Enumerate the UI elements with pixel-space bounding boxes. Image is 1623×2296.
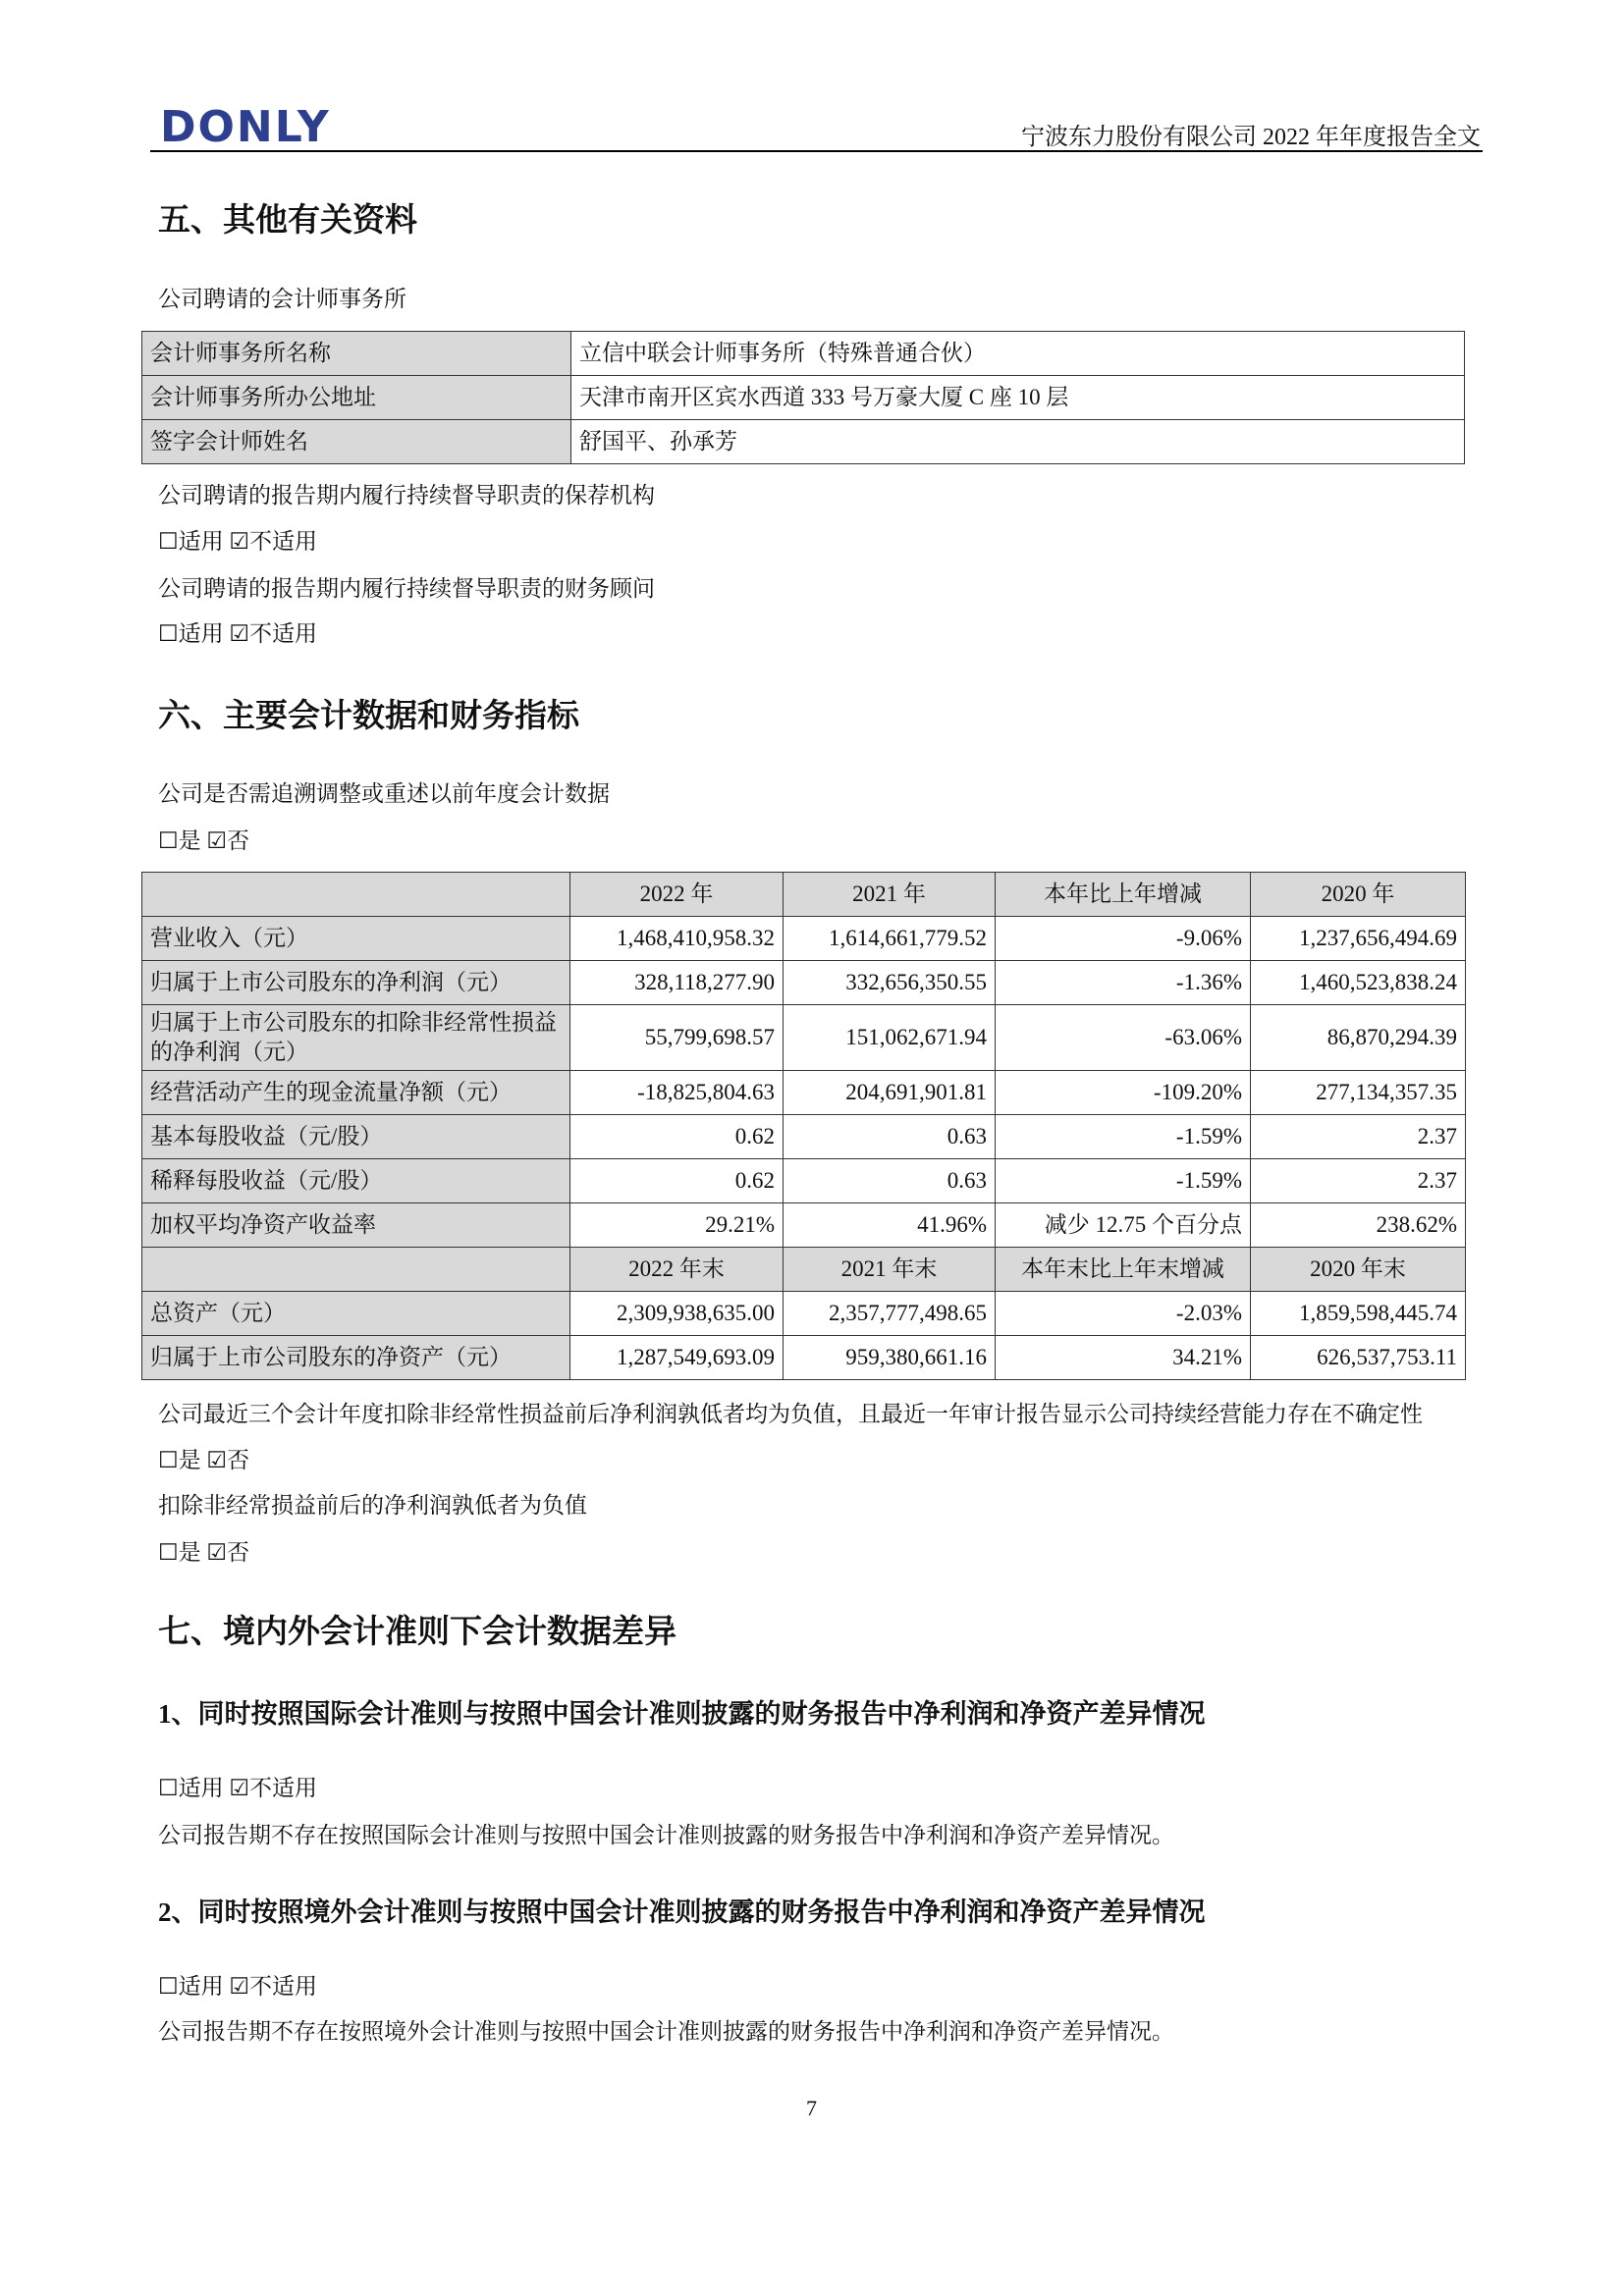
report-title: 宁波东力股份有限公司 2022 年年度报告全文 <box>1021 125 1481 150</box>
value-cell: 277,134,357.35 <box>1251 1071 1466 1115</box>
restate-question: 公司是否需追溯调整或重述以前年度会计数据 <box>158 781 610 806</box>
value-cell: -1.59% <box>996 1159 1251 1203</box>
header-cell: 本年末比上年末增减 <box>996 1248 1251 1292</box>
negative-profit-choice: ☐是 ☑否 <box>158 1540 249 1565</box>
header-cell: 2022 年末 <box>570 1248 784 1292</box>
section5-heading: 五、其他有关资料 <box>158 203 417 239</box>
cell-value: 立信中联会计师事务所（特殊普通合伙） <box>571 332 1465 376</box>
row-label: 经营活动产生的现金流量净额（元） <box>142 1071 570 1115</box>
table-row <box>142 961 1466 1005</box>
auditor-intro: 公司聘请的会计师事务所 <box>158 287 406 311</box>
company-logo: DONLY <box>160 102 331 152</box>
value-cell: 34.21% <box>996 1336 1251 1380</box>
value-cell: -18,825,804.63 <box>570 1071 784 1115</box>
value-cell: 1,287,549,693.09 <box>570 1336 784 1380</box>
going-concern-choice: ☐是 ☑否 <box>158 1448 249 1472</box>
value-cell: 959,380,661.16 <box>784 1336 996 1380</box>
page-number: 7 <box>806 2096 817 2120</box>
cell-label: 会计师事务所办公地址 <box>142 376 571 420</box>
header-cell: 2021 年 <box>784 873 996 917</box>
row-label: 基本每股收益（元/股） <box>142 1115 570 1159</box>
advisor-choice: ☐适用 ☑不适用 <box>158 621 317 646</box>
value-cell: -1.59% <box>996 1115 1251 1159</box>
section7-heading: 七、境内外会计准则下会计数据差异 <box>158 1615 676 1650</box>
negative-profit-question: 扣除非经常损益前后的净利润孰低者为负值 <box>158 1493 587 1518</box>
table-row <box>142 1159 1466 1203</box>
row-label: 加权平均净资产收益率 <box>142 1203 570 1248</box>
value-cell: 2,357,777,498.65 <box>784 1292 996 1336</box>
header-divider <box>150 150 1483 152</box>
value-cell: -9.06% <box>996 917 1251 961</box>
value-cell: 0.62 <box>570 1159 784 1203</box>
table-header-row <box>142 1248 1466 1292</box>
cell-value: 天津市南开区宾水西道 333 号万豪大厦 C 座 10 层 <box>571 376 1465 420</box>
header-cell <box>142 1248 570 1292</box>
value-cell: 0.62 <box>570 1115 784 1159</box>
row-label: 稀释每股收益（元/股） <box>142 1159 570 1203</box>
header-cell: 2020 年末 <box>1251 1248 1466 1292</box>
value-cell: 328,118,277.90 <box>570 961 784 1005</box>
value-cell: 1,237,656,494.69 <box>1251 917 1466 961</box>
going-concern-question: 公司最近三个会计年度扣除非经常性损益前后净利润孰低者均为负值，且最近一年审计报告显示公司持续经营能力存在不确定性 <box>158 1402 1423 1426</box>
sub2-text: 公司报告期不存在按照境外会计准则与按照中国会计准则披露的财务报告中净利润和净资产差异情况。 <box>158 2019 1174 2044</box>
value-cell: 2,309,938,635.00 <box>570 1292 784 1336</box>
table-row <box>142 1203 1466 1248</box>
value-cell: -1.36% <box>996 961 1251 1005</box>
row-label: 营业收入（元） <box>142 917 570 961</box>
table-row <box>142 420 1465 464</box>
cell-label: 会计师事务所名称 <box>142 332 571 376</box>
value-cell: 1,859,598,445.74 <box>1251 1292 1466 1336</box>
value-cell: -63.06% <box>996 1005 1251 1071</box>
value-cell: 1,614,661,779.52 <box>784 917 996 961</box>
value-cell: 55,799,698.57 <box>570 1005 784 1071</box>
sponsor-choice: ☐适用 ☑不适用 <box>158 529 317 554</box>
table-row <box>142 1005 1466 1071</box>
sub1-heading: 1、同时按照国际会计准则与按照中国会计准则披露的财务报告中净利润和净资产差异情况 <box>158 1699 1206 1729</box>
advisor-label: 公司聘请的报告期内履行持续督导职责的财务顾问 <box>158 576 655 601</box>
table-row <box>142 1115 1466 1159</box>
row-label: 总资产（元） <box>142 1292 570 1336</box>
value-cell: 626,537,753.11 <box>1251 1336 1466 1380</box>
lower-content <box>141 872 1516 2123</box>
value-cell: -2.03% <box>996 1292 1251 1336</box>
restate-choice: ☐是 ☑否 <box>158 828 249 853</box>
cell-value: 舒国平、孙承芳 <box>571 420 1465 464</box>
table-row <box>142 332 1465 376</box>
header-cell: 2021 年末 <box>784 1248 996 1292</box>
table-row <box>142 1292 1466 1336</box>
value-cell: 86,870,294.39 <box>1251 1005 1466 1071</box>
header-cell: 2020 年 <box>1251 873 1466 917</box>
sub1-text: 公司报告期不存在按照国际会计准则与按照中国会计准则披露的财务报告中净利润和净资产差异情况。 <box>158 1823 1174 1847</box>
value-cell: 0.63 <box>784 1159 996 1203</box>
financial-table <box>141 872 1466 1380</box>
table-row <box>142 1071 1466 1115</box>
sub2-choice: ☐适用 ☑不适用 <box>158 1974 317 1999</box>
value-cell: 151,062,671.94 <box>784 1005 996 1071</box>
value-cell: 204,691,901.81 <box>784 1071 996 1115</box>
header-cell: 本年比上年增减 <box>996 873 1251 917</box>
value-cell: 238.62% <box>1251 1203 1466 1248</box>
header-cell: 2022 年 <box>570 873 784 917</box>
table-row <box>142 1336 1466 1380</box>
header-cell <box>142 873 570 917</box>
spacer <box>141 2047 1516 2076</box>
auditor-table <box>141 331 1465 464</box>
value-cell: 减少 12.75 个百分点 <box>996 1203 1251 1248</box>
value-cell: 41.96% <box>784 1203 996 1248</box>
value-cell: 29.21% <box>570 1203 784 1248</box>
value-cell: 1,460,523,838.24 <box>1251 961 1466 1005</box>
value-cell: -109.20% <box>996 1071 1251 1115</box>
section6-heading: 六、主要会计数据和财务指标 <box>158 699 579 734</box>
sub1-choice: ☐适用 ☑不适用 <box>158 1776 317 1800</box>
cell-label: 签字会计师姓名 <box>142 420 571 464</box>
row-label: 归属于上市公司股东的扣除非经常性损益的净利润（元） <box>142 1005 570 1071</box>
row-label: 归属于上市公司股东的净利润（元） <box>142 961 570 1005</box>
table-row <box>142 917 1466 961</box>
value-cell: 2.37 <box>1251 1159 1466 1203</box>
value-cell: 0.63 <box>784 1115 996 1159</box>
sponsor-label: 公司聘请的报告期内履行持续督导职责的保荐机构 <box>158 483 655 507</box>
value-cell: 1,468,410,958.32 <box>570 917 784 961</box>
sub2-heading: 2、同时按照境外会计准则与按照中国会计准则披露的财务报告中净利润和净资产差异情况 <box>158 1897 1206 1927</box>
value-cell: 2.37 <box>1251 1115 1466 1159</box>
value-cell: 332,656,350.55 <box>784 961 996 1005</box>
table-header-row <box>142 873 1466 917</box>
row-label: 归属于上市公司股东的净资产（元） <box>142 1336 570 1380</box>
table-row <box>142 376 1465 420</box>
